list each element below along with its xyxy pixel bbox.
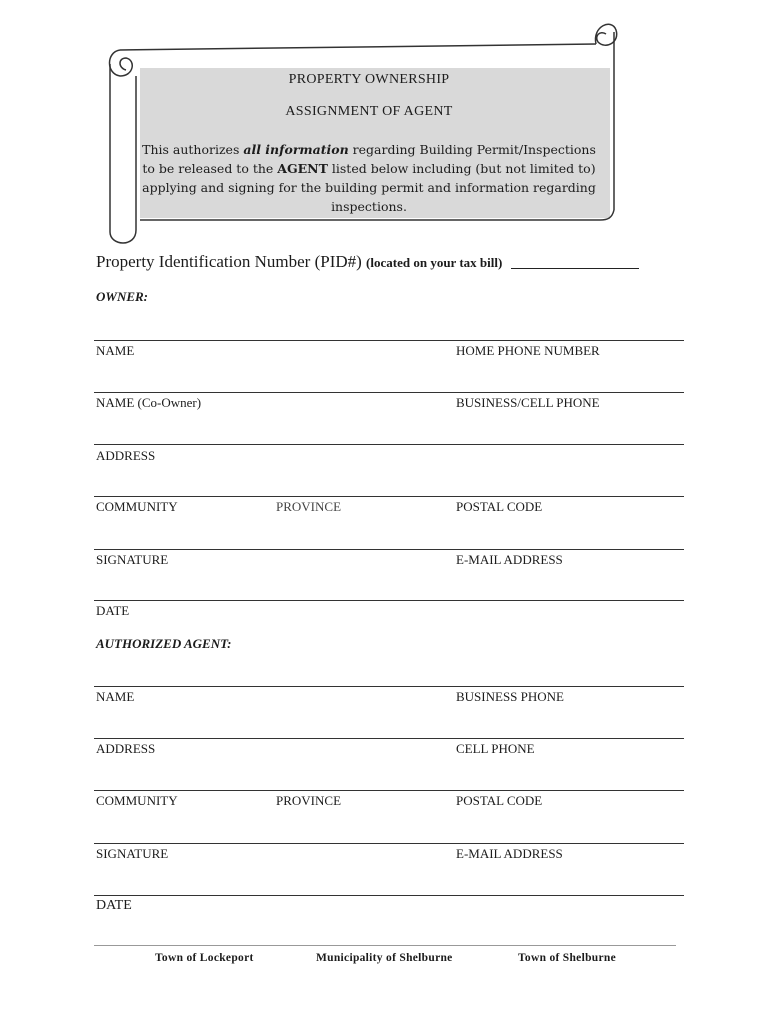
agent-postal-label: POSTAL CODE: [456, 793, 543, 808]
owner-home-phone-label: HOME PHONE NUMBER: [456, 343, 600, 358]
owner-name-label: NAME: [96, 343, 135, 358]
owner-postal-label: POSTAL CODE: [456, 499, 543, 514]
agent-cell-phone-label: CELL PHONE: [456, 741, 535, 756]
footer-lockeport: Town of Lockeport: [155, 952, 254, 964]
owner-business-cell-label: BUSINESS/CELL PHONE: [456, 395, 600, 410]
agent-business-phone-label: BUSINESS PHONE: [456, 689, 564, 704]
agent-email-label: E-MAIL ADDRESS: [456, 846, 563, 861]
agent-name-line[interactable]: [94, 686, 684, 687]
pid-label: Property Identification Number (PID#): [96, 252, 362, 271]
footer-town-shelburne: Town of Shelburne: [518, 952, 616, 964]
owner-coowner-line[interactable]: [94, 392, 684, 393]
owner-signature-label: SIGNATURE: [96, 552, 169, 567]
owner-address-line[interactable]: [94, 444, 684, 445]
owner-community-line[interactable]: [94, 496, 684, 497]
agent-signature-line[interactable]: [94, 843, 684, 844]
agent-date-line[interactable]: [94, 895, 684, 896]
agent-address-label: ADDRESS: [96, 741, 156, 756]
owner-date-line[interactable]: [94, 600, 684, 601]
pid-field: [96, 252, 639, 272]
owner-coowner-label: NAME (Co-Owner): [96, 395, 202, 410]
owner-province-label: PROVINCE: [276, 499, 342, 514]
footer-municipality-shelburne: Municipality of Shelburne: [316, 952, 453, 964]
owner-date-label: DATE: [96, 603, 130, 618]
agent-community-label: COMMUNITY: [96, 793, 178, 808]
form-subtitle: ASSIGNMENT OF AGENT: [285, 104, 453, 119]
banner-text: [140, 60, 598, 216]
pid-input-line[interactable]: [511, 268, 639, 269]
agent-signature-label: SIGNATURE: [96, 846, 169, 861]
agent-heading: AUTHORIZED AGENT:: [96, 636, 232, 651]
owner-heading: OWNER:: [96, 289, 149, 304]
agent-address-line[interactable]: [94, 738, 684, 739]
pid-note: (located on your tax bill): [366, 255, 503, 270]
footer-divider: [94, 945, 676, 946]
owner-signature-line[interactable]: [94, 549, 684, 550]
owner-community-label: COMMUNITY: [96, 499, 178, 514]
agent-province-label: PROVINCE: [276, 793, 342, 808]
authorization-statement: This authorizes all information regarding Building Permit/Inspections to be released to the AGENT listed below including (but not limited to) applying and signing for the building permit and information regarding inspections.: [142, 142, 596, 214]
form-title: PROPERTY OWNERSHIP: [288, 72, 450, 87]
agent-community-line[interactable]: [94, 790, 684, 791]
agent-name-label: NAME: [96, 689, 135, 704]
owner-address-label: ADDRESS: [96, 448, 156, 463]
owner-email-label: E-MAIL ADDRESS: [456, 552, 563, 567]
owner-name-line[interactable]: [94, 340, 684, 341]
agent-date-label: DATE: [96, 898, 132, 913]
